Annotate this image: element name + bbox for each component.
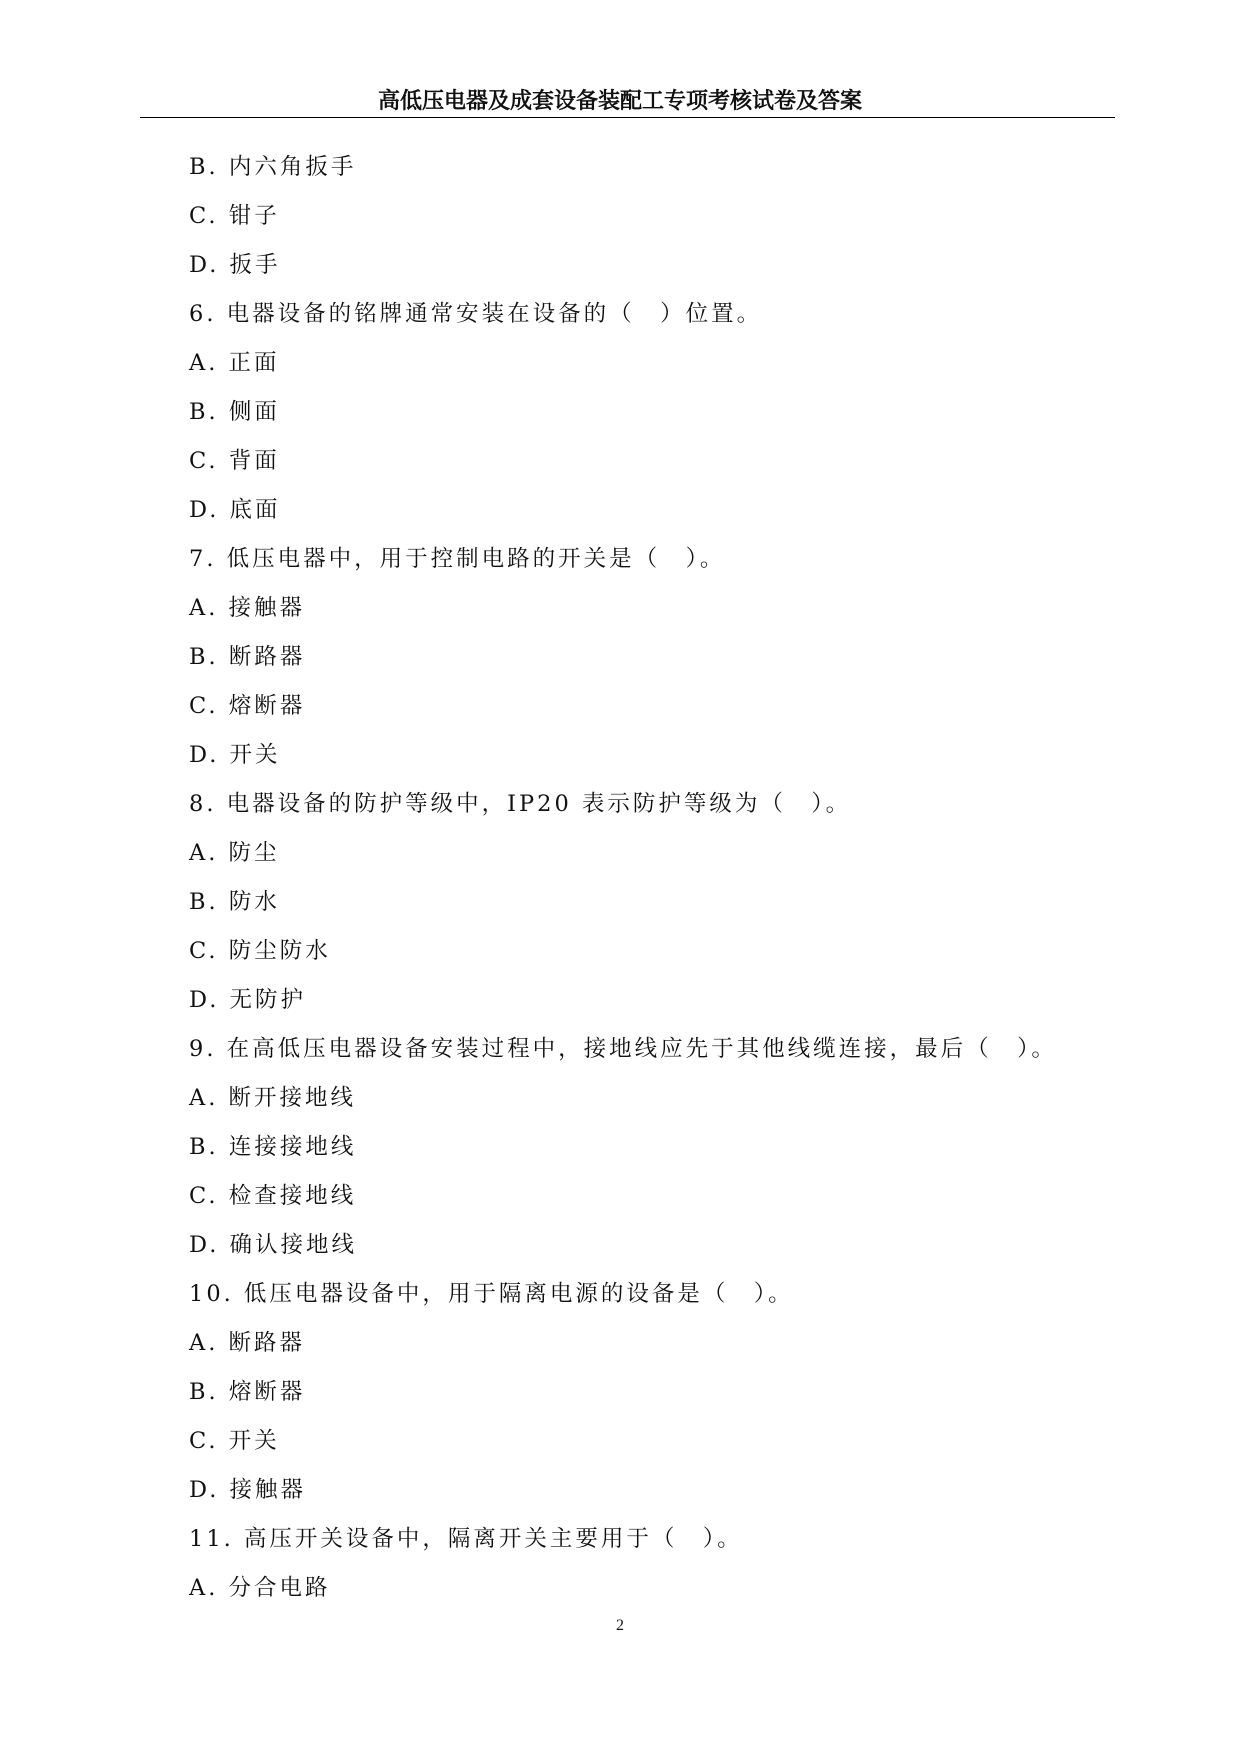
option-line: A. 正面 <box>189 350 280 376</box>
text-line: D. 扳手 <box>189 252 281 278</box>
question-line: 8. 电器设备的防护等级中，IP20 表示防护等级为（ ）。 <box>189 791 852 817</box>
header-divider <box>140 117 1115 118</box>
text-line: C. 钳子 <box>189 203 280 229</box>
option-line: B. 连接接地线 <box>189 1134 357 1160</box>
document-body <box>189 147 1057 1617</box>
question-line: 9. 在高低压电器设备安装过程中，接地线应先于其他线缆连接，最后（ ）。 <box>189 1036 1057 1062</box>
option-line: D. 底面 <box>189 497 281 523</box>
question-line: 11. 高压开关设备中，隔离开关主要用于（ ）。 <box>189 1526 743 1552</box>
option-line: A. 防尘 <box>189 840 280 866</box>
question-line: 7. 低压电器中，用于控制电路的开关是（ ）。 <box>189 546 726 572</box>
option-line: B. 熔断器 <box>189 1379 306 1405</box>
option-line: D. 无防护 <box>189 987 307 1013</box>
option-line: A. 断路器 <box>189 1330 306 1356</box>
option-line: A. 断开接地线 <box>189 1085 357 1111</box>
option-line: C. 开关 <box>189 1428 280 1454</box>
page-number: 2 <box>616 1617 624 1634</box>
question-line: 6. 电器设备的铭牌通常安装在设备的（ ）位置。 <box>189 301 763 327</box>
option-line: B. 断路器 <box>189 644 306 670</box>
option-line: C. 熔断器 <box>189 693 306 719</box>
option-line: B. 侧面 <box>189 399 280 425</box>
option-line: C. 背面 <box>189 448 280 474</box>
option-line: A. 接触器 <box>189 595 306 621</box>
option-line: D. 开关 <box>189 742 281 768</box>
page-header-title: 高低压电器及成套设备装配工专项考核试卷及答案 <box>377 89 862 114</box>
option-line: D. 接触器 <box>189 1477 307 1503</box>
option-line: B. 防水 <box>189 889 280 915</box>
text-line: B. 内六角扳手 <box>189 154 357 180</box>
option-line: A. 分合电路 <box>189 1575 331 1601</box>
option-line: D. 确认接地线 <box>189 1232 358 1258</box>
option-line: C. 检查接地线 <box>189 1183 357 1209</box>
option-line: C. 防尘防水 <box>189 938 331 964</box>
question-line: 10. 低压电器设备中，用于隔离电源的设备是（ ）。 <box>189 1281 794 1307</box>
